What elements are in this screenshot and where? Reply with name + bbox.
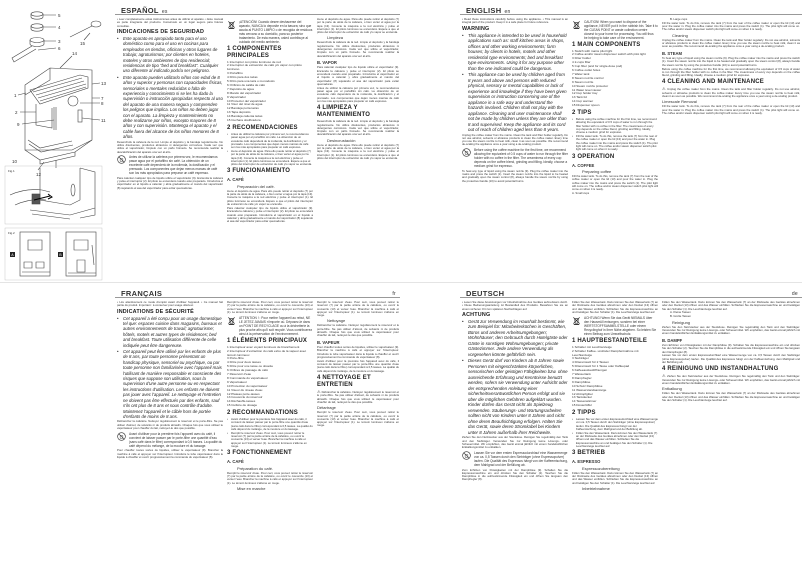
tip-item: • Antes de utilizar la cafetera por primera vez, le recomendamos pasar agua por el portafiltro sin café. La obtención de un excelente café dependerá de la molienda, la dosificación y el prensado. Los componentes que dejan menos marcas de café son los más apropiados para preparar un café espresso. — [227, 133, 313, 149]
component-item: 6 Coffee outlet holes — [572, 68, 601, 73]
cleaning-subheading: Nettoyage — [327, 318, 346, 324]
safety-list — [117, 36, 223, 140]
component-item: 9 Vaporisateur — [227, 379, 247, 384]
component-item: 11 Viseur du niveau d'eau — [227, 387, 263, 392]
operation-heading: 3 FUNCIONAMIENTO — [227, 168, 291, 175]
body-text: Remplir le réservoir d'eau. Pour ceci, vous pouvez retirer le réservoir (7) par la partie arrière de la cafetière, ou ouvrir le couvercle (13) et verser l'eau. Brancher la machine à café et appuyer sur l'interrupteur (1). Le témoin lumineux s'allume en rouge. — [317, 301, 399, 318]
body-text: Fill the water tank. To do this, remove the tank (7) from the rear of the coffee maker or open the lid (13) and pour the water in. Plug the coffee maker into the mains and press the switch (1). The pilot light will come on. The coffee and/or steam dispenser switch pilot light will come on when it is ready. — [662, 104, 800, 115]
operation-subsubheading: Préparation du café. — [237, 465, 274, 471]
tip-item: • Before using the coffee machine for the first time, we recommend allowing the equivalent of 0.5 cups of water to run through the filter holder with no coffee in the filter. The creaminess of every cup depends on the coffee blend, grinding and filling. Ideally, choose a medium grind for espresso. — [572, 118, 658, 134]
components-list — [572, 50, 658, 109]
tip-item: • Llene el depósito de agua. Para ello puede retirar el depósito (7) por la parte de atrás de la cafetera, o bien verter el agua por la tapa (13). Conecte la máquina a la red eléctrica y pulse el interruptor (1). El piloto luminoso se encenderá. Espere a que el piloto del interruptor de extracción de café y/o vapor se encienda. — [227, 150, 313, 166]
tips-heading: 2 RECOMENDACIONES — [227, 125, 298, 131]
safety-list — [462, 319, 568, 436]
tips-list — [572, 418, 658, 448]
fig2-label: Fig.2 — [8, 231, 15, 235]
component-item: 7 Réservoir d'eau — [227, 372, 252, 377]
body-text: Unplug the coffee maker from the mains. Clean the tank and filter holder regularly. Do not use alcohol, solvents or abrasive products to clean the coffee maker. Every time you use the steam nozzle to heat milk, clean it as soon as possible. We recommend de-scaling the appliance once a year using a de-scaling product. — [462, 132, 568, 147]
component-item: 6 Orificios de salida de café — [227, 82, 266, 87]
safety-item: • Cet appareil peut être utilisé par les enfants de plus de 8 ans, par toute personne présentant un handicap physique, sensoriel ou psychique, ou par toute personne non familiarisée avec l'appareil mais l'utilisant de manière responsable et consciente des risques que suppose son utilisation, sous la supervision d'une autre personne ou en respectant les instructions d'utilisation. Les enfants ne doivent pas jouer avec l'appareil. Le nettoyage et l'entretien ne doivent pas être effectués par des enfants, sauf s'ils ont plus de 8 ans et sous contrôle d'adulte. Maintenez l'appareil et le câble hors de portée d'enfants de moins de 8 ans. — [117, 349, 223, 419]
component-item: 1 Interrupteur avec voyant lumineux de branchement — [227, 344, 300, 349]
language-code: en — [504, 9, 511, 15]
component-item: 3 Siebträger — [572, 356, 589, 361]
no-immerse-warning — [117, 432, 223, 448]
callout-15: 15 — [80, 41, 86, 46]
safety-heading: INDICATIONS DE SÉCURITÉ — [117, 308, 194, 315]
component-item: 11 Visor del nivel de agua — [227, 102, 263, 107]
component-item: 2 Interrupteur d'extraction du café et/ou de la vapeur avec témoin lumineux — [227, 348, 307, 357]
en-column-1 — [462, 18, 568, 280]
steam-subheading: B. VAPOR — [317, 59, 337, 65]
tip-item: • Fill the water tank. To do this, remove the tank (7) from the rear of the coffee maker or open the lid (13) and pour the water in. Plug the coffee maker into the mains and press the switch (1). The pilot light will come on. The coffee and/or steam dispenser switch pilot light will come on when it is ready. — [572, 135, 658, 151]
de-column-2 — [572, 301, 658, 563]
cleaning-subheading: Limpieza — [327, 35, 344, 41]
language-code: fr — [392, 291, 396, 297]
body-text: Remplir le réservoir d'eau. Pour ceci, vous pouvez retirer le réservoir (7) par la partie arrière de la cafetière, ou ouvrir le couvercle (13) et verser l'eau. Brancher la machine à café et appuyer sur l'interrupteur (1). Le témoin lumineux s'allume en rouge. — [227, 470, 313, 485]
components-heading: 1 HAUPTBESTANDTEILE — [572, 337, 648, 344]
body-text: Unplug the coffee maker from the mains. Clean the tank and filter holder regularly. Do not use alcohol, solvents or abrasive products to clean the coffee maker. Every time you use the steam nozzle to heat milk, clean it as soon as possible. We recommend de-scaling the appliance once a year using a de-scaling product. — [662, 87, 800, 99]
tip-item: • Lassen Sie vor dem ersten Espressodurchlauf eine Wassermenge von ca. 0,5 Tassen durch den Siebträger (ohne Espressopulver) laufen. Die Qualität des Espressos hängt von der Kaffeemischung, dem Mahlgrad und der Befüllung ab. — [572, 418, 658, 431]
component-item: 5 Filtereinsatz für 1 Tasse oder Kaffeepad — [572, 364, 630, 369]
crossed-bin-icon — [572, 316, 581, 325]
component-item: 12 Bandeja porta tazas — [227, 106, 259, 111]
component-item: 15 Dispenser spoon — [572, 103, 600, 108]
component-item: 8 Steam nozzle control — [572, 75, 604, 80]
component-item: 14 Bandeja calienta tazas — [227, 114, 263, 119]
safety-item: • Dieses Gerät darf von Kindern ab 8 Jahren sowie Personen mit eingeschränkten körperlichen, sensorischen oder geistigen Fähigkeiten bzw. ohne ausreichende Erfahrung und Kenntnisse benutzt werden, sofern sie Verwendung unter Aufsicht oder der entsprechenden Anleitung einer sicherheitsverantwortlichen Person erfolgt und sie über die möglichen Gefahren aufgeklärt wurden. Kinder dürfen das Gerät nicht als Spielzeug verwenden. Säuberungs- und Wartungsarbeiten sollten nicht von Kindern unter 8 Jahren und nicht ohne deren Beaufsichtigung erfolgen. Halten Sie das Gerät, sowie deren Stromkabel bei Kindern unter 8 Jahren außerhalb ihrer Reichweite. — [462, 358, 568, 435]
component-item: 2 Interruptor de extracción de café y/o vapor con piloto luminoso — [227, 63, 302, 72]
component-item: 13 Couvercle du réservoir — [227, 395, 263, 400]
operation-subsubheading: Preparing coffee — [582, 168, 612, 174]
body-text: Füllen Sie den Wassertank. Dazu können Sie den Wassertank (7) an der Rückseite des Gerätes abnehmen oder den Deckel (13) öffnen und das Wasser einfüllen. Schließen Sie die Espressomaschine an und betätigen Sie den Schalter (1). Die Leuchtanzeige leuchtet auf. — [572, 470, 658, 485]
safety-heading: ACHTUNG — [462, 311, 491, 318]
cup-option: B. Große Tassen — [670, 314, 691, 319]
body-text: Zum Erhitzen von Flüssigkeiten mit der Dampfdüse (9). Schalten Sie die Espressomaschine ein und drücken Sie den Schalter (2). Tauchen Sie die Dampfdüse in die aufzuwärmende Flüssigkeit ein und öffnen Sie langsam den Dampfregler (8). — [662, 342, 800, 354]
cup-option: B. Large cups — [670, 18, 688, 21]
body-text: Avant d'utiliser pour la première fois l'appareil avec du café, il convient de laisser passer par le porte-filtre une quantité d'eau (sans café dans le filtre) correspondant à 0,5 tasses. La qualité du café dépend du mélange, de la mouture et du tassage. — [129, 431, 223, 448]
safety-heading: INDICACIONES DE SEGURIDAD — [117, 28, 205, 35]
component-item: 4 Filtereinsatz für 2 Tassen — [572, 360, 609, 365]
start-subheading: Inbetriebnahme — [582, 485, 610, 491]
safety-item: • This appliance can be used by children aged from 8 years and above and persons with reduced physical, sensory or mental capabilities or lack of experience and knowledge if they have been given supervision or instruction concerning use of the appliance in a safe way and understand the hazards involved. Children shall not play with the appliance. Cleaning and user maintenance shall not be made by children unless they are older than 8 and supervised. Keep the appliance and its cord out of reach of children aged less than 8 years. — [462, 72, 568, 133]
component-item: 11 Water level viewer — [572, 87, 602, 92]
no-immerse-warning — [462, 148, 568, 168]
component-item: 12 Cup holder tray — [572, 91, 598, 96]
body-text: Pour chauffer toutes sortes de liquides, utiliser le vaporisateur (9). Brancher la machine à café et appuyer sur l'interrupteur. Introduire le tube vaporisateur dans le liquide à chauffer et ouvrir progressivement la commande du vaporisateur (8). — [317, 345, 399, 359]
body-text: Llene el depósito de agua. Para ello puede retirar el depósito (7) por la parte de atrás de la cafetera, o bien verter el agua por la tapa (13). Conecte la máquina a la red eléctrica y pulse el interruptor (1). El piloto luminoso se encenderá. Espere a que el piloto del interruptor de extracción de café y/o vapor se encienda. — [317, 18, 399, 35]
body-text: Desenchufe la cafetera de la red. Limpie el depósito y la bandeja regularmente. No utilice disolventes, productos abrasivos ni detergentes corrosivos. Cada vez que utilice el vaporizador, límpielo con un paño húmedo. Se recomienda realizar la descalcificación del aparato una vez al año. — [317, 40, 399, 58]
component-item: 8 Commande du vaporisateur — [227, 375, 268, 380]
operation-heading: 3 BETRIEB — [572, 450, 606, 457]
preface-note: • Read these instructions carefully before using the appliance. • This manual is an integral part of the product. Keep it in a safe place for future reference. — [462, 18, 568, 25]
body-text: Ziehen Sie den Netzstecker aus der Steckdose. Reinigen Sie regelmäßig den Tank und den Siebträger. Verwenden Sie zur Reinigung keine Lösungs- oder Scheuermittel. Wir empfehlen, das Gerät einmal jährlich mit einem handelsüblichen Entkalkungsmittel zu entkalken. — [662, 324, 800, 336]
limescale-subheading: Entkalkung — [662, 386, 682, 392]
language-header — [460, 6, 802, 15]
cleaning-heading: 4 REINIGUNG UND INSTANDHALTUNG — [662, 366, 779, 373]
body-text — [662, 374, 800, 385]
body-text — [662, 87, 800, 98]
weee-note — [572, 20, 658, 40]
no-immersion-icon — [462, 451, 471, 460]
body-text: Para calentar cualquier tipo de líquido utilice el vaporizador (9). Encienda la cafetera y pulse el interruptor (2). El piloto se encenderá cuando esté preparado. Introduzca el vaporizador en el líquido a calentar y abra gradualmente el mando del vaporizador (8) sujetando el asa del vaporizador para evitar quemaduras. — [227, 205, 313, 224]
fr-column-3 — [317, 301, 399, 563]
body-text: Füllen Sie den Wassertank. Dazu können Sie den Wassertank (7) an der Rückseite des Gerätes abnehmen oder den Deckel (13) öffnen und das Wasser einfüllen. Schließen Sie die Espressomaschine an und betätigen Sie den Schalter (1). Die Leuchtanzeige leuchtet auf. — [662, 391, 800, 402]
callout-7: 7 — [101, 96, 104, 101]
safety-list — [462, 33, 568, 133]
preface-note: • Leer completamente estas instrucciones antes de utilizar el aparato. • Este manual es parte integrante del producto. Consérvelo en un lugar seguro para futuras consultas. — [117, 18, 223, 28]
weee-text: ATTENTION ! : Pour mettre l'appareil au rebut, NE LE JETEZ JAMAIS n'importe où. Déposez-le dans un POINT DE RECYCLAGE ou à la déchetterie la plus proche afin qu'il soit recyclé. Vous contribuerez ainsi à la préservation de l'environnement. — [239, 315, 313, 336]
safety-heading: WARNING — [462, 25, 490, 32]
section-deutsch — [460, 283, 802, 566]
limescale-subheading: Limescale Removal — [662, 99, 697, 105]
crossed-bin-icon — [227, 316, 236, 325]
tip-item: • Avant d'utiliser pour la première fois l'appareil avec du café, il convient de laisser passer par le porte-filtre une quantité d'eau (sans café dans le filtre) correspondant à 0,5 tasses. La qualité du café dépend du mélange, de la mouture et du tassage. — [227, 418, 313, 431]
body-text: Fill the water tank. To do this, remove the tank (7) from the rear of the coffee maker or open the lid (13) and pour the water in. Plug the coffee maker into the mains and press the switch (1). The pilot light will come on. The coffee and/or steam dispenser switch pilot light will come on when it is ready. — [572, 173, 658, 192]
body-text: Füllen Sie den Wassertank. Dazu können Sie den Wassertank (7) an der Rückseite des Gerätes abnehmen oder den Deckel (13) öffnen und das Wasser einfüllen. Schließen Sie die Espressomaschine an und betätigen Sie den Schalter (1). Die Leuchtanzeige leuchtet auf. — [662, 301, 800, 311]
body-text: Para calentar cualquier tipo de líquido utilice el vaporizador (9). Encienda la cafetera y pulse el interruptor (2). El piloto se encenderá cuando esté preparado. Introduzca el vaporizador en el líquido a calentar y abra gradualmente el mando del vaporizador (8) sujetando el asa del vaporizador para evitar quemaduras. — [317, 65, 399, 86]
no-immerse-warning — [117, 155, 223, 175]
component-item: 1 Switch with mains pilot light — [572, 48, 613, 53]
body-text: Ziehen Sie den Netzstecker aus der Steckdose. Reinigen Sie regelmäßig den Tank und den Siebträger. Verwenden Sie zur Reinigung keine Lösungs- oder Scheuermittel. Wir empfehlen, das Gerät einmal jährlich mit einem handelsüblichen Entkalkungsmittel zu entkalken. — [462, 435, 568, 450]
operation-subsubheading: Espressozubereitung — [582, 465, 620, 471]
fig1-label: Fig.1 — [8, 169, 15, 173]
tips-list — [572, 118, 658, 151]
section-francais — [115, 283, 400, 566]
tips-heading: 2 RECOMMANDATIONS — [227, 410, 298, 417]
tips-heading: 2 TIPPS — [572, 410, 596, 417]
operation-subheading: A. CAFÉ — [227, 459, 244, 465]
callout-14: 14 — [72, 51, 78, 56]
component-item: 10 Protection du vaporisateur — [227, 383, 268, 388]
body-text: Füllen Sie den Wassertank. Dazu können Sie den Wassertank (7) an der Rückseite des Gerätes abnehmen oder den Deckel (13) öffnen und das Wasser einfüllen. Schließen Sie die Espressomaschine an und betätigen Sie den Schalter (1). Die Leuchtanzeige leuchtet auf. — [572, 301, 658, 314]
es-column-3 — [317, 18, 399, 280]
svg-text:A: A — [11, 253, 14, 258]
language-header — [460, 289, 802, 298]
cleaning-heading: 4 CLEANING AND MAINTENANCE — [662, 79, 764, 86]
weee-text: ¡ATENCIÓN! Cuando desee deshacerse del aparato, NUNCA lo deposite en la basura; sino que acuda al PUNTO LIMPIO o de recogida de residuos más cercano a su domicilio, para su posterior tratamiento. De esta manera, usted contribuye al cuidado del medio ambiente. — [239, 19, 313, 44]
manual-page-bottom — [0, 283, 802, 566]
components-list — [572, 346, 658, 409]
component-item: 6 Kaffeeauslauföffnungen — [572, 368, 608, 373]
cleaning-heading: 4 NETTOYAGE ET ENTRETIEN — [317, 375, 371, 389]
components-list — [227, 346, 313, 409]
tips-heading: 2 TIPS — [572, 110, 592, 117]
callout-13: 13 — [101, 81, 107, 86]
callout-3: 3 — [58, 39, 61, 44]
crossed-bin-icon — [227, 20, 236, 29]
component-item: 13 Tank lid — [572, 95, 587, 100]
cleaning-subheading: Reinigung — [672, 319, 691, 325]
components-heading: 1 COMPONENTES PRINCIPALES — [227, 45, 282, 59]
callout-8: 8 — [101, 101, 104, 106]
component-item: 14 Cup warmer — [572, 99, 594, 104]
language-header — [115, 6, 400, 15]
tips-list — [227, 133, 313, 166]
warning-triangle-icon: ⚠ — [662, 373, 666, 379]
body-text: Para calentar cualquier tipo de líquido utilice el vaporizador (9). Encienda la cafetera y pulse el interruptor (2). El piloto se encenderá cuando esté preparado. Introduzca el vaporizador en el líquido a calentar y abra gradualmente el mando del vaporizador (8) sujetando el asa del vaporizador para evitar quemaduras. — [117, 175, 223, 190]
component-item: 15 Cuchara dosificadora — [227, 118, 261, 123]
coffee-machine-diagram — [0, 0, 112, 283]
component-item: 3 Portafiltro — [227, 71, 243, 76]
operation-subheading: A. ESPRESSO — [572, 459, 601, 465]
component-item: 12 Plateau porte-tasses — [227, 391, 260, 396]
language-code: de — [791, 291, 798, 297]
no-immersion-icon — [117, 155, 126, 164]
component-item: 5 Filtro para una taza o monodosis — [227, 79, 275, 84]
component-item: 15 Dosierlöffel — [572, 403, 592, 408]
component-item: 11 Wasserstandsanzeige — [572, 387, 607, 392]
es-column-2 — [227, 18, 313, 280]
weee-text: ACHTUNG! Wenn Sie das Gerät NIEMALS über den Hausmüll entsorgen, sondern bei einer WERTSTOFFSAMMELSTELLE oder einem Recyclinghof in Ihrer Nähe abgeben. So leisten Sie einen Beitrag zum Umweltschutz. — [584, 315, 657, 336]
component-item: 9 Steam nozzle — [572, 79, 594, 84]
components-heading: 1 MAIN COMPONENTS — [572, 41, 641, 48]
cleaning-subheading: Cleaning — [672, 32, 688, 38]
body-text: Remplir le réservoir d'eau. Pour ceci, vous pouvez retirer le réservoir (7) par la partie arrière de la cafetière, ou ouvrir le couvercle (13) et verser l'eau. Brancher la machine à café et appuyer sur l'interrupteur (1). Le témoin lumineux s'allume en rouge. — [227, 301, 313, 314]
weee-note — [227, 20, 313, 44]
body-text: Fill the water tank. To do this, remove the tank (7) from the rear of the coffee maker or open the lid (13) and pour the water in. Plug the coffee maker into the mains and press the switch (1). The pilot light will come on. The coffee and/or steam dispenser switch pilot light will come on when it is ready. — [662, 20, 800, 32]
callout-1: 1 — [14, 93, 17, 98]
body-text: Débrancher la cafetière. Nettoyer régulièrement le réservoir et le porte-filtre. Ne pas utiliser d'alcool, de solvants ni de produits abrasifs. Chaque fois que vous utilisez le vaporisateur pour chauffer du lait, nettoyez-le dès que possible. — [117, 419, 223, 430]
component-item: 1 Interruptor con piloto luminoso de red — [227, 59, 281, 64]
language-header — [115, 289, 400, 298]
fig1-frame — [5, 166, 102, 224]
body-text: Débrancher la cafetière. Nettoyer régulièrement le réservoir et le porte-filtre. Ne pas utiliser d'alcool, de solvants ni de produits abrasifs. Chaque fois que vous utilisez le vaporisateur pour chauffer du lait, nettoyez-le dès que possible. — [317, 390, 399, 404]
component-item: 4 2-cups filter — [572, 60, 591, 65]
component-item: 9 Dampfdüse — [572, 379, 591, 384]
callout-12: 12 — [36, 172, 42, 177]
de-column-1 — [462, 301, 568, 563]
crossed-bin-icon — [572, 20, 581, 29]
section-english — [460, 0, 802, 283]
callout-4: 4 — [58, 25, 61, 30]
en-column-3 — [662, 18, 800, 280]
body-text: Avant d'utiliser pour la première fois l'appareil avec du café, il convient de laisser passer par le porte-filtre une quantité d'eau (sans café dans le filtre) correspondant à 0,5 tasses. La qualité du café dépend du mélange, de la mouture et du tassage. — [317, 358, 399, 373]
de-column-3 — [662, 301, 800, 563]
body-text — [317, 390, 399, 404]
component-item: 10 Protector del vaporizador — [227, 98, 266, 103]
body-text: To heat any type of liquid using the steam nozzle (9). Plug the coffee maker into the mains and press the switch (1). Insert the steam nozzle into the liquid to be heated and gradually open the steam control (8), always handle the steam nozzle by using the protective handle (10) to avoid potential burns. — [462, 168, 568, 183]
preface-note: • Lire attentivement ce mode d'emploi avant d'utiliser l'appareil. • Ce manuel fait partie du produit. Important : à conserver pour usage ultérieur. — [117, 301, 223, 308]
cup-option: A. Kleine Tassen — [670, 310, 691, 315]
callout-6: 6 — [58, 46, 61, 51]
svg-text:B: B — [59, 253, 62, 258]
component-item: 2 Schalter Kaffee- und/oder Dampfentnahme mit Leuchtanzeige — [572, 348, 639, 357]
component-item: 14 Réchauffe-tasses — [227, 399, 256, 404]
body-text: Before using the coffee machine for the first time, we recommend allowing the equivalent of 0.5 cups of water to run through the filter holder with no coffee in the filter. The creaminess of every cup depends on the coffee blend, grinding and filling. Ideally, choose a medium grind for espresso. — [662, 66, 800, 78]
component-item: 10 Steam nozzle protector — [572, 83, 609, 88]
component-item: 15 Cuillère de dosage — [227, 403, 258, 408]
body-text: Llene el depósito de agua. Para ello puede retirar el depósito (7) por la parte de atrás de la cafetera, o bien verter el agua por la tapa (13). Conecte la máquina a la red eléctrica y pulse el interruptor (1). El piloto luminoso se encenderá. Espere a que el piloto del interruptor de extracción de café y/o vapor se encienda. — [227, 188, 313, 207]
component-item: 3 Filter holder — [572, 56, 591, 61]
body-text: Llene el depósito de agua. Para ello puede retirar el depósito (7) por la parte de atrás de la cafetera, o bien verter el agua por la tapa (13). Conecte la máquina a la red eléctrica y pulse el interruptor (1). El piloto luminoso se encenderá. Espere a que el piloto del interruptor de extracción de café y/o vapor se encienda. — [317, 142, 399, 160]
cleaning-heading: 4 LIMPIEZA Y MANTENIMIENTO — [317, 105, 371, 119]
limescale-subheading: Desincrustación — [327, 137, 356, 143]
operation-subsubheading: Preparación del café. — [237, 183, 275, 189]
component-item: 8 Mando del vaporizador — [227, 90, 262, 95]
callout-9: 9 — [17, 122, 20, 127]
component-item: 4 Filtre pour deux tasses — [227, 360, 261, 365]
component-item: 14 Tassenwärmer — [572, 399, 597, 404]
safety-item: • Gerät zur Verwendung im Haushalt bestimmt, wie zum Beispiel für: Mitarbeiterküchen in Geschäften, Büros und anderen Arbeitsumgebungen; Wohnhäuser; den Gebrauch durch Hotelgäste oder Gäste in sonstigen Wohnumgebungen; private Gästezimmer. Jede andere Verwendung als vorgesehen könnte gefährlich sein. — [462, 319, 568, 358]
steam-subheading: B. STEAM — [662, 50, 683, 56]
safety-item: • Cet appareil a été conçu pour un usage domestique tel que: espaces cuisine dans magasins, bureaux et autres environnements de travail; agrotourisme; hôtels, motels et autres types de résidences; bed and breakfast. Toute utilisation différente de celle indiquée peut être dangereuse. — [117, 316, 223, 348]
operation-subheading: A. COFFEE — [572, 162, 595, 168]
limescale-subheading: Détartrage — [317, 405, 336, 411]
operation-heading: 3 FONCTIONNEMENT — [227, 450, 292, 457]
en-column-2 — [572, 18, 658, 280]
language-name: DEUTSCH — [466, 289, 505, 298]
components-heading: 1 ÉLÉMENTS PRINCIPAUX — [227, 337, 308, 344]
language-name: FRANÇAIS — [121, 289, 163, 298]
callout-11: 11 — [101, 118, 106, 123]
operation-subheading: A. CAFÉ — [227, 177, 244, 183]
steam-subheading: B. VAPEUR — [317, 339, 340, 345]
component-item: 2 Coffee and/or steam dispenser switch with pilot light — [572, 52, 646, 57]
safety-item: • Este aparato es apropiado tanto para el uso doméstico como para el uso en cocinas para empleados en tiendas, oficinas y otros lugares de trabajo; agroturismos; por clientes en hoteles, moteles y otros ambientes de tipo residencial; residencias de tipo "bed and breakfast". Cualquier uso diferente al indicado podría ser peligroso. — [117, 36, 223, 74]
body-text: Pour chauffer toutes sortes de liquides, utiliser le vaporisateur (9). Brancher la machine à café et appuyer sur l'interrupteur. Introduire le tube vaporisateur dans le liquide à chauffer et ouvrir progressivement la commande du vaporisateur (8). — [117, 448, 223, 459]
component-item: 12 Abtropfgitter — [572, 391, 593, 396]
component-item: 13 Tankdeckel — [572, 395, 592, 400]
fr-column-1 — [117, 301, 223, 563]
body-text: Before using the coffee machine for the first time, we recommend allowing the equivalent of 0.5 cups of water to run through the filter holder with no coffee in the filter. The creaminess of every cup depends on the coffee blend, grinding and filling. Ideally, choose a medium grind for espresso. — [474, 148, 568, 169]
body-text: Antes de utilizar la cafetera por primera vez, le recomendamos pasar agua por el portafiltro sin café. La obtención de un excelente café dependerá de la molienda, la dosificación y el prensado. Los componentes que dejan menos marcas de café son los más apropiados para preparar un café espresso. — [317, 85, 399, 103]
fig2-frame — [5, 228, 102, 280]
body-text: Unplug the coffee maker from the mains. Clean the tank and filter holder regularly. Do not use alcohol, solvents or abrasive products to clean the coffee maker. Every time you use the steam nozzle to heat milk, clean it as soon as possible. We recommend de-scaling the appliance once a year using a de-scaling product. — [662, 37, 800, 49]
component-item: 10 Schutz Dampfdüse — [572, 383, 603, 388]
body-text: Desenchufe la cafetera de la red. Limpie el depósito y la bandeja regularmente. No utilice disolventes, productos abrasivos ni detergentes corrosivos. Cada vez que utilice el vaporizador, límpielo con un paño húmedo. Se recomienda realizar la descalcificación del aparato una vez al año. — [117, 139, 223, 154]
figures-column — [0, 0, 112, 283]
steam-subheading: B. DAMPF — [662, 337, 683, 343]
safety-list — [117, 316, 223, 420]
tip-item: • Remplir le réservoir d'eau. Pour ceci, vous pouvez retirer le réservoir (7) par la partie arrière de la cafetière, ou ouvrir le couvercle (13) et verser l'eau. Brancher la machine à café et appuyer sur l'interrupteur (1). Le témoin lumineux s'allume en rouge. — [227, 432, 313, 448]
start-subheading: Mise en marche — [237, 485, 266, 491]
es-column-1 — [117, 18, 223, 280]
weee-text: CAUTION! When you want to dispose of the appliance, NEVER put it in the rubbish bin. Take it to the CLEAN POINT or waste collection centre closest to your home for processing. You will thus be helping to take care of the environment. — [584, 19, 658, 40]
callout-2: 2 — [15, 110, 18, 115]
component-item: 8 Dampfregler — [572, 375, 592, 380]
component-item: 7 Wassertank — [572, 372, 591, 377]
component-item: 7 Depósito de agua — [227, 86, 254, 91]
warning-triangle-icon: ⚠ — [662, 86, 666, 92]
body-text: Ziehen Sie den Netzstecker aus der Steckdose. Reinigen Sie regelmäßig den Tank und den Siebträger. Verwenden Sie zur Reinigung keine Lösungs- oder Scheuermittel. Wir empfehlen, das Gerät einmal jährlich mit einem handelsüblichen Entkalkungsmittel zu entkalken. — [662, 374, 800, 385]
tips-list — [227, 418, 313, 448]
weee-note — [572, 316, 658, 336]
components-list — [227, 61, 313, 124]
preface-note: • Lesen Sie diese Anweisungen vor Inbetriebnahme des Gerätes aufmerksam durch. • Diese Bedienungsanleitung ist Bestandteil des Produkts. Bewahren Sie sie an einem sicheren Ort zum späteren Nachschlagen auf. — [462, 301, 568, 311]
body-text: Remplir le réservoir d'eau. Pour ceci, vous pouvez retirer le réservoir (7) par la partie arrière de la cafetière, ou ouvrir le couvercle (13) et verser l'eau. Brancher la machine à café et appuyer sur l'interrupteur (1). Le témoin lumineux s'allume en rouge. — [317, 410, 399, 428]
language-name: ENGLISH — [466, 6, 502, 15]
no-immerse-warning — [462, 451, 568, 467]
tip-item: • Füllen Sie den Wassertank. Dazu können Sie den Wassertank (7) an der Rückseite des Gerätes abnehmen oder den Deckel (13) öffnen und das Wasser einfüllen. Schließen Sie die Espressomaschine an und betätigen Sie den Schalter (1). Die Leuchtanzeige leuchtet auf. — [572, 432, 658, 448]
component-item: 1 Schalter mit Leuchtanzeige — [572, 344, 612, 349]
body-text: Zum Erhitzen von Flüssigkeiten mit der Dampfdüse (9). Schalten Sie die Espressomaschine ein und drücken Sie den Schalter (2). Tauchen Sie die Dampfdüse in die aufzuwärmende Flüssigkeit ein und öffnen Sie langsam den Dampfregler (8). — [462, 467, 568, 482]
no-immersion-icon — [117, 432, 126, 441]
cup-option: A. Small cups — [572, 191, 590, 196]
component-item: 4 Filtro para dos tazas — [227, 75, 258, 80]
component-item: 7 Water tank — [572, 71, 590, 76]
component-item: 6 Orifices de passage du café — [227, 368, 268, 373]
operation-heading: 3 OPERATION — [572, 153, 615, 160]
body-text: Débrancher la cafetière. Nettoyer régulièrement le réservoir et le porte-filtre. Ne pas utiliser d'alcool, de solvants ni de produits abrasifs. Chaque fois que vous utilisez le vaporisateur pour chauffer du lait, nettoyez-le dès que possible. — [317, 323, 399, 338]
safety-item: • Este aparato pueden utilizarlo niños con edad de 8 años y superior y personas con capacidades físicas, sensoriales o mentales reducidas o falta de experiencia y conocimiento si se les ha dado la supervisión o instrucción apropiadas respecto al uso del aparato de una manera segura y comprenden los peligros que implica. Los niños no deben jugar con el aparato. La limpieza y mantenimiento no debe realizarse por niños, excepto mayores de 8 años y con supervisión. Mantenga el aparato y el cable fuera del alcance de los niños menores de 8 años. — [117, 75, 223, 140]
fr-column-2 — [227, 301, 313, 563]
warning-triangle-icon: ⚠ — [317, 389, 321, 395]
weee-note — [227, 316, 313, 336]
body-text: To heat any type of liquid using the steam nozzle (9). Plug the coffee maker into the mains and press the switch (1). Insert the steam nozzle into the liquid to be heated and gradually open the steam control (8), always handle the steam nozzle by using the protective handle (10) to avoid potential burns. — [662, 56, 800, 67]
body-text: Lassen Sie vor dem ersten Espressodurchlauf eine Wassermenge von ca. 0,5 Tassen durch den Siebträger (ohne Espressopulver) laufen. Die Qualität des Espressos hängt von der Kaffeemischung, dem Mahlgrad und der Befüllung ab. — [474, 451, 568, 468]
component-item: 3 Porte-filtre — [227, 356, 244, 361]
no-immersion-icon — [462, 148, 471, 157]
component-item: 9 Vaporizador — [227, 94, 247, 99]
component-item: 5 Cup filter (and for single-dose pod) — [572, 64, 623, 69]
body-text: Desenchufe la cafetera de la red. Limpie el depósito y la bandeja regularmente. No utilice disolventes, productos abrasivos ni detergentes corrosivos. Cada vez que utilice el vaporizador, límpielo con un paño húmedo. Se recomienda realizar la descalcificación del aparato una vez al año. — [317, 119, 399, 137]
component-item: 13 Tapa depósito — [227, 110, 251, 115]
section-espanol — [115, 0, 400, 283]
safety-item: • This appliance is intended to be used in household applications such as: staff kitchen areas in shops, offices and other working environments; farm houses; by clients in hotels, motels and other residential type environments; bed and breakfast type environments. Using it for any purpose other than the one indicated could be dangerous. — [462, 33, 568, 72]
callout-10: 10 — [12, 159, 18, 164]
component-item: 5 Filtre pour une tasse ou dosette — [227, 364, 274, 369]
body-text: Antes de utilizar la cafetera por primera vez, le recomendamos pasar agua por el portafiltro sin café. La obtención de un excelente café dependerá de la molienda, la dosificación y el prensado. Los componentes que dejan menos marcas de café son los más apropiados para preparar un café espresso. — [129, 155, 218, 176]
callout-5: 5 — [58, 13, 61, 18]
language-name: ESPAÑOL — [121, 6, 159, 15]
body-text: Lassen Sie vor dem ersten Espressodurchlauf eine Wassermenge von ca. 0,5 Tassen durch den Siebträger (ohne Espressopulver) laufen. Die Qualität des Espressos hängt von der Kaffeemischung, dem Mahlgrad und der Befüllung ab. — [662, 353, 800, 365]
language-code: es — [161, 9, 168, 15]
